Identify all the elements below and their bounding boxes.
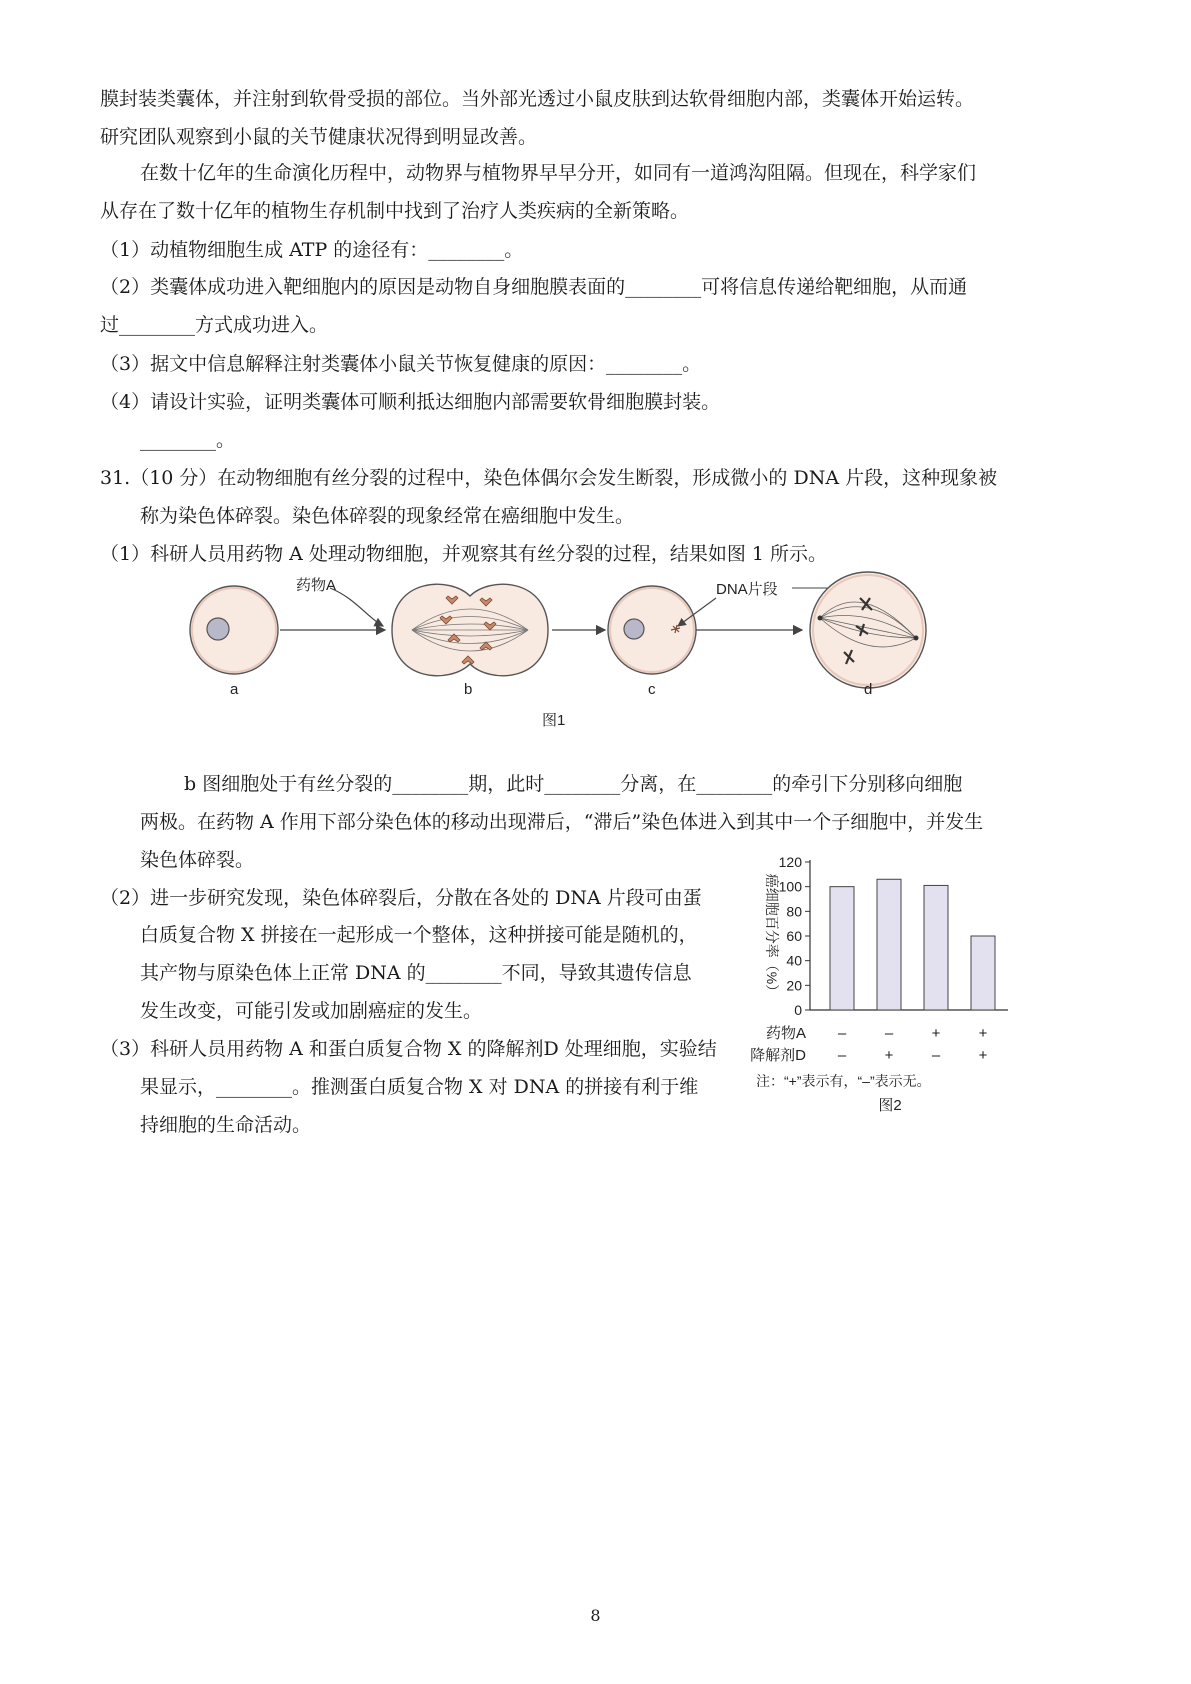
y-tick-label: 100 <box>778 878 802 895</box>
bar <box>924 885 948 1010</box>
y-tick-label: 20 <box>786 977 802 994</box>
figure-2-caption: 图2 <box>878 1097 902 1114</box>
figure-1-caption: 图1 <box>542 712 566 728</box>
text-line: 持细胞的生命活动。 <box>140 1114 312 1136</box>
cell-b <box>392 584 548 675</box>
y-tick-label: 80 <box>786 903 802 920</box>
sub-question-1: （1）科研人员用药物 A 处理动物细胞，并观察其有丝分裂的过程，结果如图 1 所示。 <box>100 543 828 565</box>
condition-mark: + <box>978 1047 988 1064</box>
figure-1-mitosis-diagram <box>180 568 940 728</box>
text-line: 称为染色体碎裂。染色体碎裂的现象经常在癌细胞中发生。 <box>140 505 635 527</box>
question-3: （3）据文中信息解释注射类囊体小鼠关节恢复健康的原因：________。 <box>100 353 702 375</box>
y-tick-label: 120 <box>778 854 802 870</box>
cell-c-label: c <box>648 681 656 698</box>
figure-2-bar-chart <box>740 848 1040 1128</box>
text-line: 果显示，________。推测蛋白质复合物 X 对 DNA 的拼接有利于维 <box>140 1076 699 1098</box>
problem-31: 31.（10 分）在动物细胞有丝分裂的过程中，染色体偶尔会发生断裂，形成微小的 DNA 片段，这种现象被 <box>100 467 998 489</box>
dna-fragment-label: DNA片段 <box>716 581 778 598</box>
answer-blank: ________。 <box>140 429 236 451</box>
text-line: 在数十亿年的生命演化历程中，动物界与植物界早早分开，如同有一道鸿沟阻隔。但现在，科学家们 <box>140 162 977 184</box>
condition-mark: – <box>837 1047 847 1064</box>
y-axis-label: 癌细胞百分率（%） <box>764 873 780 999</box>
question-2: （2）类囊体成功进入靶细胞内的原因是动物自身细胞膜表面的________可将信息传递给靶细胞，从而通 <box>100 276 968 298</box>
condition-row-label: 药物A <box>765 1025 806 1042</box>
y-tick-label: 0 <box>794 1002 802 1018</box>
chart-note: 注：“+”表示有，“–”表示无。 <box>756 1073 931 1089</box>
drug-a-label: 药物A <box>296 577 337 594</box>
text-line: 白质复合物 X 拼接在一起形成一个整体，这种拼接可能是随机的， <box>140 924 698 946</box>
cell-b-label: b <box>464 681 473 698</box>
question-1: （1）动植物细胞生成 ATP 的途径有：________。 <box>100 239 524 261</box>
y-tick-label: 40 <box>786 952 802 969</box>
text-line: 过________方式成功进入。 <box>100 314 329 336</box>
sub-question-2: （2）进一步研究发现，染色体碎裂后，分散在各处的 DNA 片段可由蛋 <box>100 887 702 909</box>
text-line: b 图细胞处于有丝分裂的________期，此时________分离，在________的牵引下分别移向细胞 <box>184 773 963 795</box>
cell-a <box>190 586 278 674</box>
condition-mark: + <box>978 1025 988 1042</box>
sub-question-3: （3）科研人员用药物 A 和蛋白质复合物 X 的降解剂D 处理细胞，实验结 <box>100 1038 717 1060</box>
text-line: 染色体碎裂。 <box>140 849 255 871</box>
condition-mark: – <box>837 1025 847 1042</box>
cell-d-label: d <box>864 681 873 698</box>
page-number: 8 <box>590 1606 601 1625</box>
text-line: 发生改变，可能引发或加剧癌症的发生。 <box>140 1000 483 1022</box>
condition-row-label: 降解剂D <box>750 1047 806 1064</box>
text-line: 其产物与原染色体上正常 DNA 的________不同，导致其遗传信息 <box>140 962 692 984</box>
bar <box>971 936 995 1010</box>
condition-mark: – <box>931 1047 941 1064</box>
bar <box>830 887 854 1010</box>
cell-d <box>810 572 926 688</box>
cell-c <box>608 586 696 674</box>
text-line: 膜封装类囊体，并注射到软骨受损的部位。当外部光透过小鼠皮肤到达软骨细胞内部，类囊体开始运转。 <box>100 88 975 110</box>
condition-mark: + <box>884 1047 894 1064</box>
bar <box>877 879 901 1010</box>
text-line: 从存在了数十亿年的植物生存机制中找到了治疗人类疾病的全新策略。 <box>100 200 690 222</box>
question-4: （4）请设计实验，证明类囊体可顺利抵达细胞内部需要软骨细胞膜封装。 <box>100 391 721 413</box>
condition-mark: + <box>931 1025 941 1042</box>
text-line: 两极。在药物 A 作用下部分染色体的移动出现滞后，“滞后”染色体进入到其中一个子细胞中，并发生 <box>140 811 984 833</box>
y-tick-label: 60 <box>786 928 802 944</box>
condition-mark: – <box>884 1025 894 1042</box>
cell-a-label: a <box>230 681 239 698</box>
text-line: 研究团队观察到小鼠的关节健康状况得到明显改善。 <box>100 126 538 148</box>
